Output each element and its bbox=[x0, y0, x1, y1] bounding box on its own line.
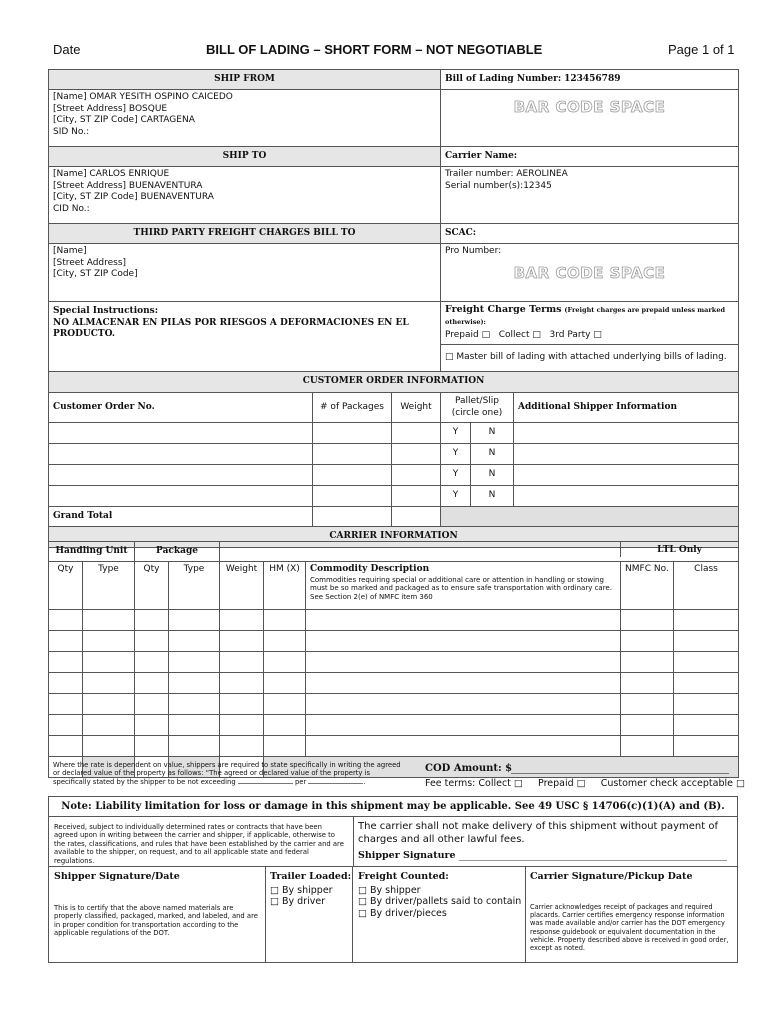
ship-to-city[interactable]: [City, ST ZIP Code] BUENAVENTURA bbox=[53, 192, 214, 203]
carrier-cell[interactable] bbox=[83, 610, 135, 631]
page-title: BILL OF LADING – SHORT FORM – NOT NEGOTIABLE bbox=[206, 42, 543, 57]
carrier-row bbox=[49, 631, 739, 652]
commodity-description-title: Commodity Description bbox=[310, 564, 430, 574]
fee-terms-prepaid[interactable]: Prepaid □ bbox=[538, 778, 586, 789]
declared-value-statement: Where the rate is dependent on value, shippers are required to state specifically in writing the agreed or declared value of the property as follows: “The agreed or declared value of the property is specifically stated by the shipper to be not exceeding bbox=[53, 761, 401, 786]
carrier-details bbox=[441, 167, 739, 224]
declared-value-per: per bbox=[294, 777, 307, 786]
package-type-header: Type bbox=[169, 562, 220, 610]
declared-value-text bbox=[53, 761, 408, 786]
pallet-n[interactable]: N bbox=[471, 444, 514, 465]
order-row bbox=[49, 465, 739, 486]
type-header: Type bbox=[83, 562, 135, 610]
carrier-row bbox=[49, 673, 739, 694]
pallet-n[interactable]: N bbox=[471, 423, 514, 444]
carrier-cell[interactable] bbox=[621, 673, 674, 694]
carrier-cell[interactable] bbox=[83, 652, 135, 673]
declared-value-field[interactable] bbox=[238, 783, 293, 784]
carrier-cell[interactable] bbox=[169, 673, 220, 694]
carrier-cell[interactable] bbox=[674, 631, 739, 652]
order-cell[interactable] bbox=[49, 423, 313, 444]
carrier-row bbox=[49, 652, 739, 673]
carrier-information-table bbox=[48, 541, 739, 778]
carrier-cell[interactable] bbox=[169, 652, 220, 673]
additional-shipper-header: Additional Shipper Information bbox=[514, 393, 739, 423]
carrier-cell[interactable] bbox=[621, 610, 674, 631]
weight-col-header: Weight bbox=[220, 562, 264, 610]
cod-amount-label: COD Amount: $ bbox=[425, 763, 513, 774]
signatures-section bbox=[48, 867, 738, 963]
order-cell[interactable] bbox=[392, 423, 441, 444]
carrier-cell[interactable] bbox=[306, 715, 621, 736]
carrier-cell[interactable] bbox=[220, 631, 264, 652]
third-party-city[interactable]: [City, ST ZIP Code] bbox=[53, 269, 138, 280]
grand-total-row bbox=[49, 507, 739, 527]
carrier-cell[interactable] bbox=[83, 631, 135, 652]
ship-from-name[interactable]: [Name] OMAR YESITH OSPINO CAICEDO bbox=[53, 92, 233, 102]
prepaid-checkbox[interactable]: Prepaid □ bbox=[445, 330, 491, 341]
customer-order-no-header: Customer Order No. bbox=[49, 393, 313, 423]
order-cell[interactable] bbox=[514, 465, 739, 486]
grand-total-packages[interactable] bbox=[313, 507, 392, 527]
freight-charge-terms bbox=[441, 302, 739, 345]
master-bol-checkbox[interactable]: □ Master bill of lading with attached underlying bills of lading. bbox=[441, 345, 739, 372]
carrier-cell[interactable] bbox=[169, 631, 220, 652]
order-cell[interactable] bbox=[392, 444, 441, 465]
carrier-cell[interactable] bbox=[220, 652, 264, 673]
third-party-street[interactable]: [Street Address] bbox=[53, 257, 127, 268]
carrier-cell[interactable] bbox=[264, 736, 306, 757]
ship-from-sid[interactable]: SID No.: bbox=[53, 127, 90, 138]
order-cell[interactable] bbox=[514, 423, 739, 444]
order-cell[interactable] bbox=[313, 423, 392, 444]
carrier-cell[interactable] bbox=[674, 694, 739, 715]
carrier-cell[interactable] bbox=[83, 715, 135, 736]
ship-from-street[interactable]: [Street Address] BOSQUE bbox=[53, 103, 168, 114]
carrier-cell[interactable] bbox=[220, 715, 264, 736]
pallet-slip-header: Pallet/Slip (circle one) bbox=[441, 393, 514, 423]
pro-number-label[interactable]: Pro Number: bbox=[445, 246, 502, 256]
bill-of-lading-table bbox=[48, 69, 739, 548]
customer-order-header: CUSTOMER ORDER INFORMATION bbox=[49, 372, 739, 393]
carrier-cell[interactable] bbox=[135, 652, 169, 673]
order-row bbox=[49, 423, 739, 444]
carrier-cell[interactable] bbox=[83, 673, 135, 694]
carrier-cell[interactable] bbox=[135, 631, 169, 652]
carrier-cell[interactable] bbox=[49, 631, 83, 652]
carrier-cell[interactable] bbox=[220, 673, 264, 694]
carrier-information-header: CARRIER INFORMATION bbox=[49, 527, 739, 548]
order-row bbox=[49, 444, 739, 465]
carrier-cell[interactable] bbox=[220, 736, 264, 757]
package-qty-header: Qty bbox=[135, 562, 169, 610]
ship-to-cid[interactable]: CID No.: bbox=[53, 204, 90, 215]
carrier-cell[interactable] bbox=[49, 673, 83, 694]
carrier-cell[interactable] bbox=[264, 694, 306, 715]
pallet-y[interactable]: Y bbox=[441, 423, 471, 444]
carrier-row bbox=[49, 694, 739, 715]
pallet-n[interactable]: N bbox=[471, 465, 514, 486]
carrier-cell[interactable] bbox=[49, 610, 83, 631]
order-cell[interactable] bbox=[392, 486, 441, 507]
grand-total-shaded bbox=[441, 507, 739, 527]
scac-cell bbox=[441, 224, 739, 244]
carrier-name-label: Carrier Name: bbox=[445, 150, 518, 161]
carrier-cell[interactable] bbox=[220, 694, 264, 715]
freight-by-driver-pallets-checkbox[interactable]: □ By driver/pallets said to contain bbox=[358, 896, 522, 908]
ship-to-name[interactable]: [Name] CARLOS ENRIQUE bbox=[53, 169, 170, 179]
cod-amount-field[interactable] bbox=[511, 773, 729, 774]
trailer-loaded-label: Trailer Loaded: bbox=[270, 871, 352, 882]
carrier-cell[interactable] bbox=[621, 736, 674, 757]
ship-from-address bbox=[49, 90, 441, 147]
carrier-cell[interactable] bbox=[621, 715, 674, 736]
shipper-signature-date-label: Shipper Signature/Date bbox=[54, 871, 180, 882]
carrier-cell[interactable] bbox=[306, 610, 621, 631]
freight-counted-box bbox=[353, 867, 526, 962]
trailer-loaded-box bbox=[266, 867, 353, 962]
third-party-name[interactable]: [Name] bbox=[53, 246, 87, 256]
carrier-signature-label: Carrier Signature/Pickup Date bbox=[530, 871, 693, 882]
carrier-cell[interactable] bbox=[220, 610, 264, 631]
carrier-cell[interactable] bbox=[169, 610, 220, 631]
special-instructions bbox=[49, 302, 441, 372]
trailer-by-driver-checkbox[interactable]: □ By driver bbox=[270, 896, 326, 908]
pro-number-cell bbox=[441, 244, 739, 302]
carrier-cell[interactable] bbox=[264, 652, 306, 673]
pallet-n[interactable]: N bbox=[471, 486, 514, 507]
freight-by-driver-pieces-checkbox[interactable]: □ By driver/pieces bbox=[358, 907, 447, 919]
carrier-cell[interactable] bbox=[264, 673, 306, 694]
fee-terms bbox=[425, 778, 745, 789]
pallet-y[interactable]: Y bbox=[441, 486, 471, 507]
shipper-signature-box[interactable] bbox=[49, 867, 266, 962]
carrier-cell[interactable] bbox=[674, 715, 739, 736]
order-row bbox=[49, 486, 739, 507]
declared-value-per-field[interactable] bbox=[308, 783, 363, 784]
carrier-cell[interactable] bbox=[49, 694, 83, 715]
ltl-header-cell bbox=[220, 542, 739, 562]
date-label: Date bbox=[53, 42, 81, 57]
barcode-placeholder: BAR CODE SPACE bbox=[513, 98, 666, 116]
order-cell[interactable] bbox=[49, 465, 313, 486]
shipper-signature-label: Shipper Signature bbox=[358, 850, 456, 861]
freight-counted-label: Freight Counted: bbox=[358, 871, 449, 882]
barcode-space-1 bbox=[441, 90, 739, 147]
commodity-description-note: Commodities requiring special or additional care or attention in handling or stowing must be so marked and packaged as to ensure safe transportation with ordinary care. See Section 2(e) of NMFC item 360 bbox=[310, 575, 612, 602]
carrier-cell[interactable] bbox=[621, 694, 674, 715]
freight-by-shipper-checkbox[interactable]: □ By shipper bbox=[358, 885, 421, 896]
carrier-cell[interactable] bbox=[135, 610, 169, 631]
nmfc-header: NMFC No. bbox=[621, 562, 674, 610]
carrier-row bbox=[49, 736, 739, 757]
carrier-cell[interactable] bbox=[306, 736, 621, 757]
received-section bbox=[48, 817, 738, 867]
carrier-cell[interactable] bbox=[264, 715, 306, 736]
freight-terms-label: Freight Charge Terms bbox=[445, 304, 562, 315]
carrier-cell[interactable] bbox=[674, 610, 739, 631]
carrier-name-cell bbox=[441, 147, 739, 167]
bol-number-cell bbox=[441, 70, 739, 90]
commodity-description-header bbox=[306, 562, 621, 610]
bol-number-label: Bill of Lading Number: bbox=[445, 73, 562, 84]
packages-header: # of Packages bbox=[313, 393, 392, 423]
scac-label: SCAC: bbox=[445, 227, 477, 238]
pallet-y[interactable]: Y bbox=[441, 465, 471, 486]
carrier-cell[interactable] bbox=[49, 715, 83, 736]
carrier-cell[interactable] bbox=[83, 694, 135, 715]
carrier-row bbox=[49, 715, 739, 736]
carrier-cell[interactable] bbox=[306, 694, 621, 715]
hm-header: HM (X) bbox=[264, 562, 306, 610]
carrier-cell[interactable] bbox=[135, 736, 169, 757]
order-cell[interactable] bbox=[313, 486, 392, 507]
carrier-cell[interactable] bbox=[306, 673, 621, 694]
carrier-cell[interactable] bbox=[135, 673, 169, 694]
carrier-cell[interactable] bbox=[306, 652, 621, 673]
carrier-cell[interactable] bbox=[169, 736, 220, 757]
freight-terms-note: (Freight charges are prepaid unless marked otherwise): bbox=[445, 306, 725, 326]
handling-unit-header: Handling Unit bbox=[49, 542, 135, 562]
order-cell[interactable] bbox=[49, 486, 313, 507]
shipper-signature-field[interactable] bbox=[459, 860, 727, 861]
class-header: Class bbox=[674, 562, 739, 610]
carrier-cell[interactable] bbox=[674, 673, 739, 694]
carrier-acknowledgement-text: Carrier acknowledges receipt of packages and required placards. Carrier certifies emergency response information was made available and/or carrier has the DOT emergency response guidebook or equivalent documentation in the vehicle. Property described above is received in good order, except as noted. bbox=[530, 903, 729, 953]
carrier-cell[interactable] bbox=[674, 652, 739, 673]
declared-value-end: . bbox=[363, 777, 366, 786]
order-cell[interactable] bbox=[313, 465, 392, 486]
trailer-by-shipper-checkbox[interactable]: □ By shipper bbox=[270, 885, 333, 896]
carrier-cell[interactable] bbox=[264, 631, 306, 652]
weight-header: Weight bbox=[392, 393, 441, 423]
carrier-cell[interactable] bbox=[135, 715, 169, 736]
order-cell[interactable] bbox=[514, 486, 739, 507]
ship-to-street[interactable]: [Street Address] BUENAVENTURA bbox=[53, 180, 203, 191]
serial-numbers[interactable]: Serial number(s):12345 bbox=[445, 180, 552, 191]
carrier-cell[interactable] bbox=[264, 610, 306, 631]
ship-to-address bbox=[49, 167, 441, 224]
received-text: Received, subject to individually determined rates or contracts that have been agreed upon in writing between the carrier and shipper, if applicable, otherwise to the rates, classifications, and rules that have been established by the carrier and are available to the shipper, on request, and to all applicable state and federal regulations. bbox=[54, 823, 344, 865]
grand-total-label: Grand Total bbox=[49, 507, 313, 527]
no-delivery-text: The carrier shall not make delivery of this shipment without payment of charges and all other lawful fees. bbox=[358, 821, 718, 845]
carrier-signature-box[interactable] bbox=[526, 867, 737, 962]
grand-total-weight[interactable] bbox=[392, 507, 441, 527]
ship-to-header: SHIP TO bbox=[49, 147, 441, 167]
qty-header: Qty bbox=[49, 562, 83, 610]
shipper-certification-text: This is to certify that the above named materials are properly classified, packaged, marked, and labeled, and are in proper condition for transportation according to the applicable regulations of the DOT. bbox=[54, 904, 258, 938]
ltl-only-header: LTL Only bbox=[620, 542, 738, 557]
fee-terms-customer-check[interactable]: Customer check acceptable □ bbox=[600, 778, 745, 789]
carrier-cell[interactable] bbox=[306, 631, 621, 652]
page-number: Page 1 of 1 bbox=[668, 42, 735, 57]
third-party-address bbox=[49, 244, 441, 302]
ship-from-city[interactable]: [City, ST ZIP Code] CARTAGENA bbox=[53, 115, 195, 126]
pallet-y[interactable]: Y bbox=[441, 444, 471, 465]
carrier-cell[interactable] bbox=[49, 652, 83, 673]
third-party-checkbox[interactable]: 3rd Party □ bbox=[549, 330, 602, 341]
ship-from-header: SHIP FROM bbox=[49, 70, 441, 90]
barcode-placeholder-2: BAR CODE SPACE bbox=[513, 263, 666, 282]
order-cell[interactable] bbox=[49, 444, 313, 465]
carrier-cell[interactable] bbox=[674, 736, 739, 757]
collect-checkbox[interactable]: Collect □ bbox=[498, 330, 541, 341]
third-party-header: THIRD PARTY FREIGHT CHARGES BILL TO bbox=[49, 224, 441, 244]
package-header: Package bbox=[135, 542, 220, 562]
order-cell[interactable] bbox=[313, 444, 392, 465]
carrier-cell[interactable] bbox=[169, 715, 220, 736]
order-cell[interactable] bbox=[392, 465, 441, 486]
carrier-cell[interactable] bbox=[621, 652, 674, 673]
special-instructions-text[interactable]: NO ALMACENAR EN PILAS POR RIESGOS A DEFORMACIONES EN EL PRODUCTO. bbox=[53, 317, 409, 340]
special-instructions-label: Special Instructions: bbox=[53, 306, 159, 316]
carrier-cell[interactable] bbox=[49, 736, 83, 757]
carrier-row bbox=[49, 610, 739, 631]
carrier-cell[interactable] bbox=[621, 631, 674, 652]
trailer-number[interactable]: Trailer number: AEROLINEA bbox=[445, 169, 568, 179]
carrier-cell[interactable] bbox=[169, 694, 220, 715]
bol-number-value: 123456789 bbox=[564, 73, 621, 84]
carrier-cell[interactable] bbox=[135, 694, 169, 715]
order-cell[interactable] bbox=[514, 444, 739, 465]
fee-terms-collect[interactable]: Fee terms: Collect □ bbox=[425, 778, 523, 789]
carrier-cell[interactable] bbox=[83, 736, 135, 757]
liability-note: Note: Liability limitation for loss or damage in this shipment may be applicable. See 49 USC § 14706(c)(1)(A) and (B). bbox=[48, 796, 738, 817]
